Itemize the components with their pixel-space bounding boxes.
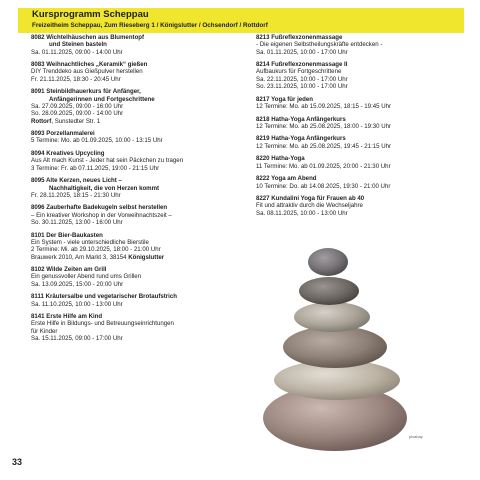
course-detail: Ein genussvoller Abend rund ums Grillen [31,273,142,281]
course-title: 8218 Hatha-Yoga Anfängerkurs [256,115,346,123]
course-title: 8219 Hatha-Yoga Anfängerkurs [256,135,346,143]
course-detail: 12 Termine: Mo. ab 25.08.2025, 18:00 - 19:30 Uhr [256,122,392,130]
course-detail: 12 Termine: Mo. ab 15.09.2025, 18:15 - 19:45 Uhr [256,102,392,110]
course-detail: Ein System - viele unterschiedliche Bierstile [31,238,149,246]
course-detail: 10 Termine: Do. ab 14.08.2025, 19:30 - 21:00 Uhr [256,182,391,190]
course-location: Brauwerk 2010, Am Markt 3, 38154 Königslutter [31,253,165,261]
course-detail: Fit und attraktiv durch die Wechseljahre [256,202,363,210]
course-entry [31,266,246,288]
page-title: Kursprogramm Scheppau [32,9,149,20]
course-entry [256,34,471,56]
course-detail: Sa. 08.11.2025, 10:00 - 13:00 Uhr [256,209,348,217]
course-title: 8227 Kundalini Yoga für Frauen ab 40 [256,195,365,203]
course-detail: 2 Termine: Mi. ab 29.10.2025, 18:00 - 21:00 Uhr [31,246,161,254]
course-detail: Sa. 01.11.2025, 09:00 - 14:00 Uhr [31,48,123,56]
course-title: 8095 Alte Kerzen, neues Licht – Nachhaltigkeit, die von Herzen kommt [31,177,160,192]
course-detail: Sa. 11.10.2025, 10:00 - 13:00 Uhr [31,300,123,308]
course-detail: So. 23.11.2025, 10:00 - 17:00 Uhr [256,83,348,91]
course-entry [31,232,246,261]
page-number: 33 [12,457,23,467]
course-detail: für Kinder [31,327,58,335]
course-entry [31,177,246,199]
course-detail: DIY Trenddeko aus Gießpulver herstellen [31,68,143,76]
course-title: 8141 Erste Hilfe am Kind [31,313,103,321]
course-title: 8102 Wilde Zeiten am Grill [31,266,107,274]
header-banner [18,8,464,33]
course-detail: Erste Hilfe in Bildungs- und Betreuungseinrichtungen [31,320,174,328]
course-detail: 5 Termine: Mo. ab 01.09.2025, 10:00 - 13:15 Uhr [31,137,163,145]
course-detail: So. 30.11.2025, 13:00 - 16:00 Uhr [31,219,123,227]
course-detail: Sa. 15.11.2025, 09:00 - 17:00 Uhr [31,335,123,343]
course-entry [31,61,246,83]
course-location: Rottorf, Sunstedter Str. 1 [31,117,101,125]
course-title: 8101 Der Bier-Baukasten [31,231,103,239]
course-title: 8096 Zauberhafte Badekugeln selbst herstellen [31,204,168,212]
course-entry [256,96,471,111]
course-entry [31,34,246,56]
course-detail: - Die eigenen Selbstheilungskräfte entdecken - [256,41,383,49]
course-entry [31,130,246,145]
course-detail: Sa. 27.09.2025, 09:00 - 16:00 Uhr [31,102,124,110]
course-detail: So. 28.09.2025, 09:00 - 14:00 Uhr [31,110,124,118]
image-credit: pixabay [409,434,423,439]
stone-fifth [299,277,359,305]
course-detail: Fr. 21.11.2025, 18:30 - 20:45 Uhr [31,75,121,83]
course-entry [256,116,471,131]
course-title: 8217 Yoga für jeden [256,95,314,103]
course-title: 8111 Kräutersalbe und vegetarischer Brotaufstrich [31,293,177,301]
course-entry [31,313,246,342]
course-detail: 12 Termine: Mo. ab 25.08.2025, 19:45 - 21:15 Uhr [256,142,392,150]
course-detail: 11 Termine: Mo. ab 01.09.2025, 20:00 - 21:30 Uhr [256,162,391,170]
course-title: 8083 Weihnachtliches „Keramik“ gießen [31,61,148,69]
course-title: 8222 Yoga am Abend [256,175,317,183]
course-detail: Sa. 01.11.2025, 10:00 - 17:00 Uhr [256,48,348,56]
course-detail: Aus Alt mach Kunst - Jeder hat sein Päckchen zu tragen [31,157,184,165]
course-entry [256,61,471,90]
course-detail: Fr. 28.11.2025, 18:15 - 21:30 Uhr [31,191,121,199]
stone-third [283,326,387,368]
stone-fourth [294,302,370,332]
course-list-left [31,34,246,348]
course-entry [31,293,246,308]
course-title: 8214 Fußreflexzonenmassage II [256,61,348,69]
course-entry [31,204,246,226]
course-detail: Sa. 22.11.2025, 10:00 - 17:00 Uhr [256,75,348,83]
page-subtitle: Freizeitheim Scheppau, Zum Rieseberg 1 / Königslutter / Ochsendorf / Rottdorf [32,22,268,29]
course-detail: Aufbaukurs für Fortgeschrittene [256,68,342,76]
course-title: 8213 Fußreflexzonenmassage [256,34,343,41]
course-entry [256,175,471,190]
course-entry [31,88,246,124]
course-title: 8082 Wichtelhäuschen aus Blumentopf und Steinen basteln [31,34,145,49]
course-entry [256,135,471,150]
course-entry [31,150,246,172]
stone-top [308,248,348,276]
course-title: 8094 Kreatives Upcycling [31,150,105,158]
stacked-stones-image [255,240,425,455]
course-detail: – Ein kreativer Workshop in der Vorweihnachtszeit – [31,211,172,219]
course-entry [256,155,471,170]
course-list-right [256,34,471,222]
course-detail: Sa. 13.09.2025, 15:00 - 20:00 Uhr [31,280,124,288]
course-title: 8220 Hatha-Yoga [256,155,305,163]
course-detail: 3 Termine: Fr. ab 07.11.2025, 19:00 - 21:15 Uhr [31,164,160,172]
course-title: 8091 Steinbildhauerkurs für Anfänger, Anfängerinnen und Fortgeschrittene [31,88,155,103]
course-title: 8093 Porzellanmalerei [31,130,95,138]
course-entry [256,195,471,217]
